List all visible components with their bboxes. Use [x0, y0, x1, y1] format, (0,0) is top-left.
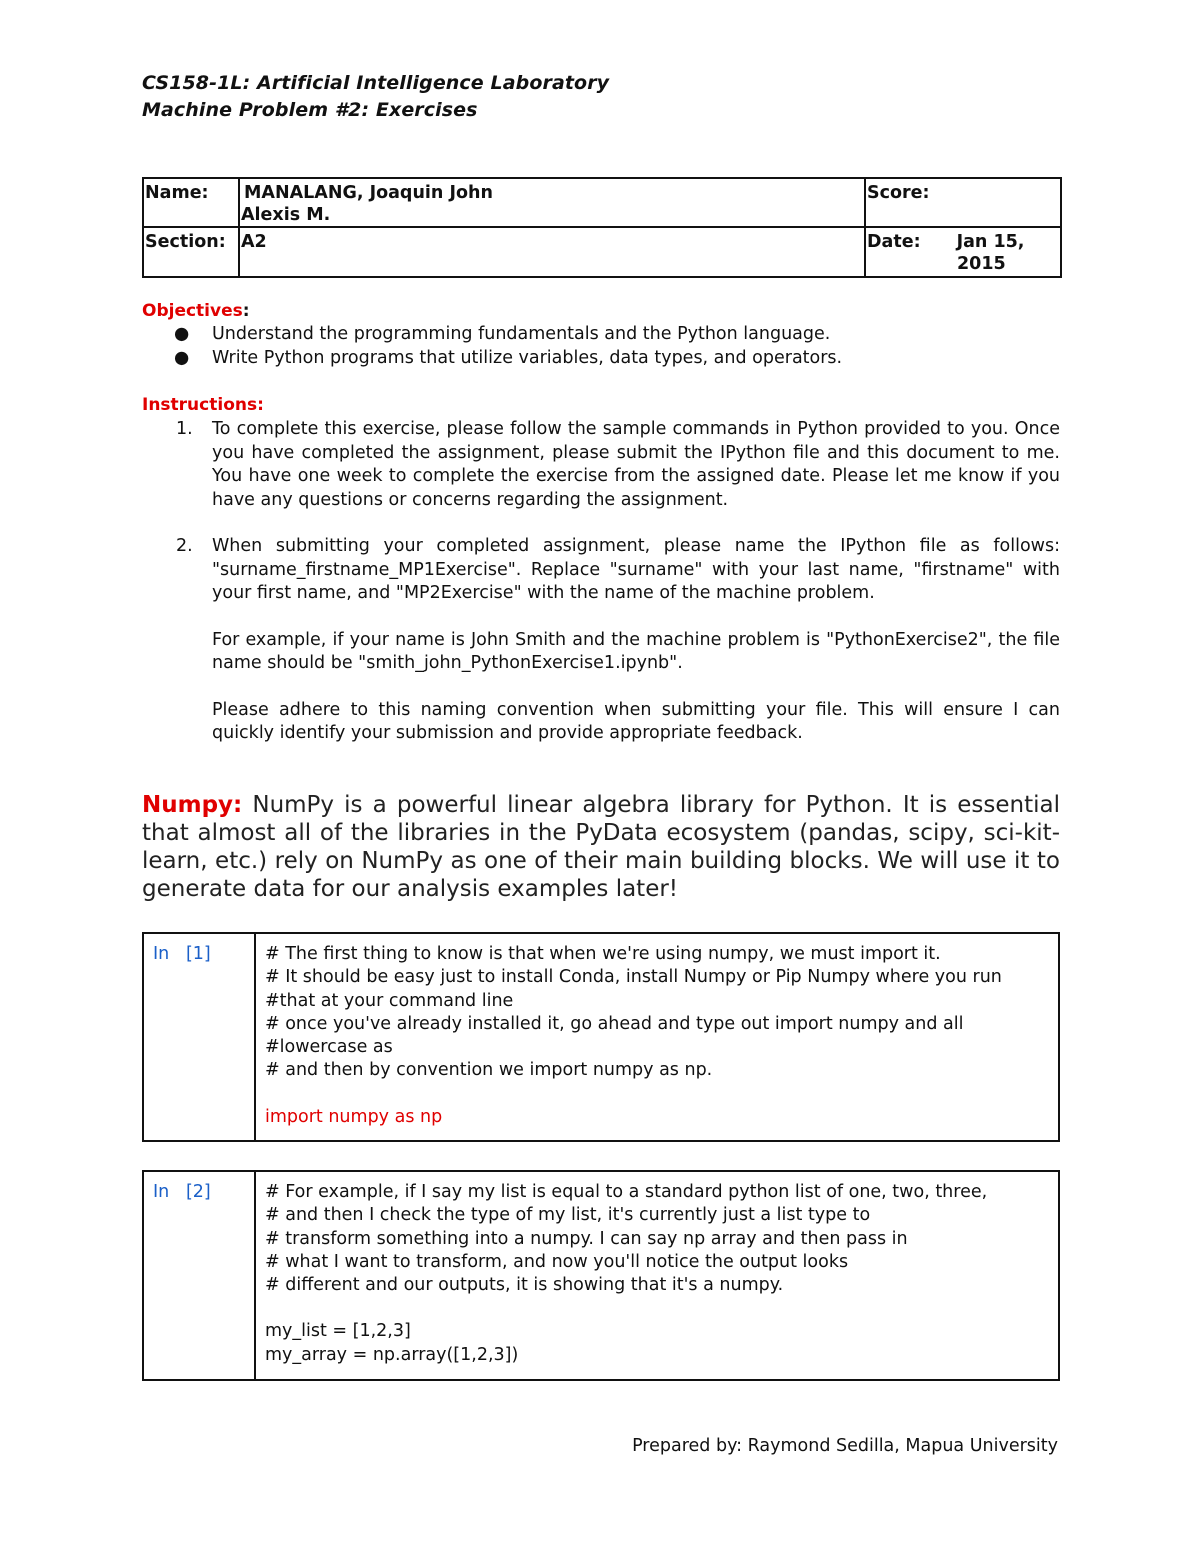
code-comment: # and then I check the type of my list, it's currently just a list type to: [265, 1205, 871, 1226]
numpy-keyword: Numpy:: [142, 792, 243, 818]
date-label: Date:: [867, 232, 921, 252]
objectives-heading: Objectives:: [142, 301, 250, 321]
code-comment: # and then by convention we import numpy as np.: [265, 1060, 713, 1081]
instructions-heading: Instructions:: [142, 395, 264, 415]
bullet-icon: ●: [174, 324, 190, 344]
cell-prompt: In [1]: [143, 933, 255, 1141]
instructions-list: [142, 418, 1060, 769]
name-value: [239, 178, 865, 227]
date-value-line-1: Jan 15,: [956, 232, 1025, 252]
code-comment: # transform something into a numpy. I can say np array and then pass in: [265, 1228, 908, 1249]
name-line-1: MANALANG, Joaquin John: [244, 183, 493, 203]
score-label: Score:: [867, 183, 930, 203]
date-cell: [865, 227, 1061, 277]
code-comment: #that at your command line: [265, 990, 514, 1011]
instruction-example: For example, if your name is John Smith and the machine problem is "PythonExercise2", the file name should be "smith_john_PythonExercise1.ipynb".: [212, 629, 1060, 673]
code-cell-1: [142, 932, 1060, 1142]
cell-code: [255, 1171, 1059, 1380]
instruction-text: To complete this exercise, please follow the sample commands in Python provided to you. Once you have completed the assignment, please submit the IPython file and this document to me. You have one week to complete the exercise from the assigned date. Please let me know if you have any questions or concerns regarding the assignment.: [212, 419, 1060, 510]
student-info-table: [142, 177, 1062, 278]
code-line: import numpy as np: [265, 1106, 443, 1127]
cell-code: [255, 933, 1059, 1141]
objective-text: Understand the programming fundamentals and the Python language.: [212, 324, 831, 344]
list-item: [142, 347, 1060, 371]
bullet-icon: ●: [174, 347, 190, 368]
list-number: 2.: [176, 536, 193, 556]
score-cell: [865, 178, 1061, 227]
date-value-line-2: 2015: [957, 254, 1006, 274]
problem-title: Machine Problem #2: Exercises: [142, 99, 478, 121]
numpy-intro: [142, 791, 1060, 903]
code-comment: # once you've already installed it, go ahead and type out import numpy and all: [265, 1013, 964, 1034]
code-comment: # different and our outputs, it is showing that it's a numpy.: [265, 1275, 784, 1296]
list-item: [142, 418, 1060, 512]
list-number: 1.: [176, 419, 193, 439]
numpy-description: NumPy is a powerful linear algebra library for Python. It is essential that almost all of the libraries in the PyData ecosystem (pandas, scipy, sci-kit-learn, etc.) rely on NumPy as one of their main building blocks. We will use it to generate data for our analysis examples later!: [142, 792, 1060, 902]
objectives-label: Objectives: [142, 301, 243, 321]
course-title: CS158-1L: Artificial Intelligence Laboratory: [142, 72, 610, 94]
list-item: [142, 323, 1060, 347]
section-label: Section:: [143, 227, 239, 277]
code-comment: # It should be easy just to install Conda, install Numpy or Pip Numpy where you run: [265, 967, 1002, 988]
name-label: Name:: [143, 178, 239, 227]
cell-prompt: In [2]: [143, 1171, 255, 1380]
code-cell-2: [142, 1170, 1060, 1381]
code-line: my_list = [1,2,3]: [265, 1321, 411, 1342]
code-comment: # what I want to transform, and now you'll notice the output looks: [265, 1251, 849, 1272]
code-comment: #lowercase as: [265, 1037, 393, 1058]
section-value: A2: [239, 227, 865, 277]
code-comment: # For example, if I say my list is equal to a standard python list of one, two, three,: [265, 1182, 988, 1202]
name-line-2: Alexis M.: [241, 205, 331, 225]
footer-credit: Prepared by: Raymond Sedilla, Mapua University: [632, 1436, 1058, 1456]
instruction-note: Please adhere to this naming convention when submitting your file. This will ensure I can quickly identify your submission and provide appropriate feedback.: [212, 699, 1060, 743]
objectives-list: [142, 323, 1060, 370]
code-comment: # The first thing to know is that when we're using numpy, we must import it.: [265, 944, 941, 964]
code-line: my_array = np.array([1,2,3]): [265, 1344, 519, 1365]
list-item: [142, 535, 1060, 746]
instruction-text: When submitting your completed assignment, please name the IPython file as follows: "surname_firstname_MP1Exercise". Replace "surname" with your last name, "firstname" with your first name, and "MP2Exercise" with the name of the machine problem.: [212, 536, 1060, 603]
objective-text: Write Python programs that utilize variables, data types, and operators.: [212, 347, 843, 368]
